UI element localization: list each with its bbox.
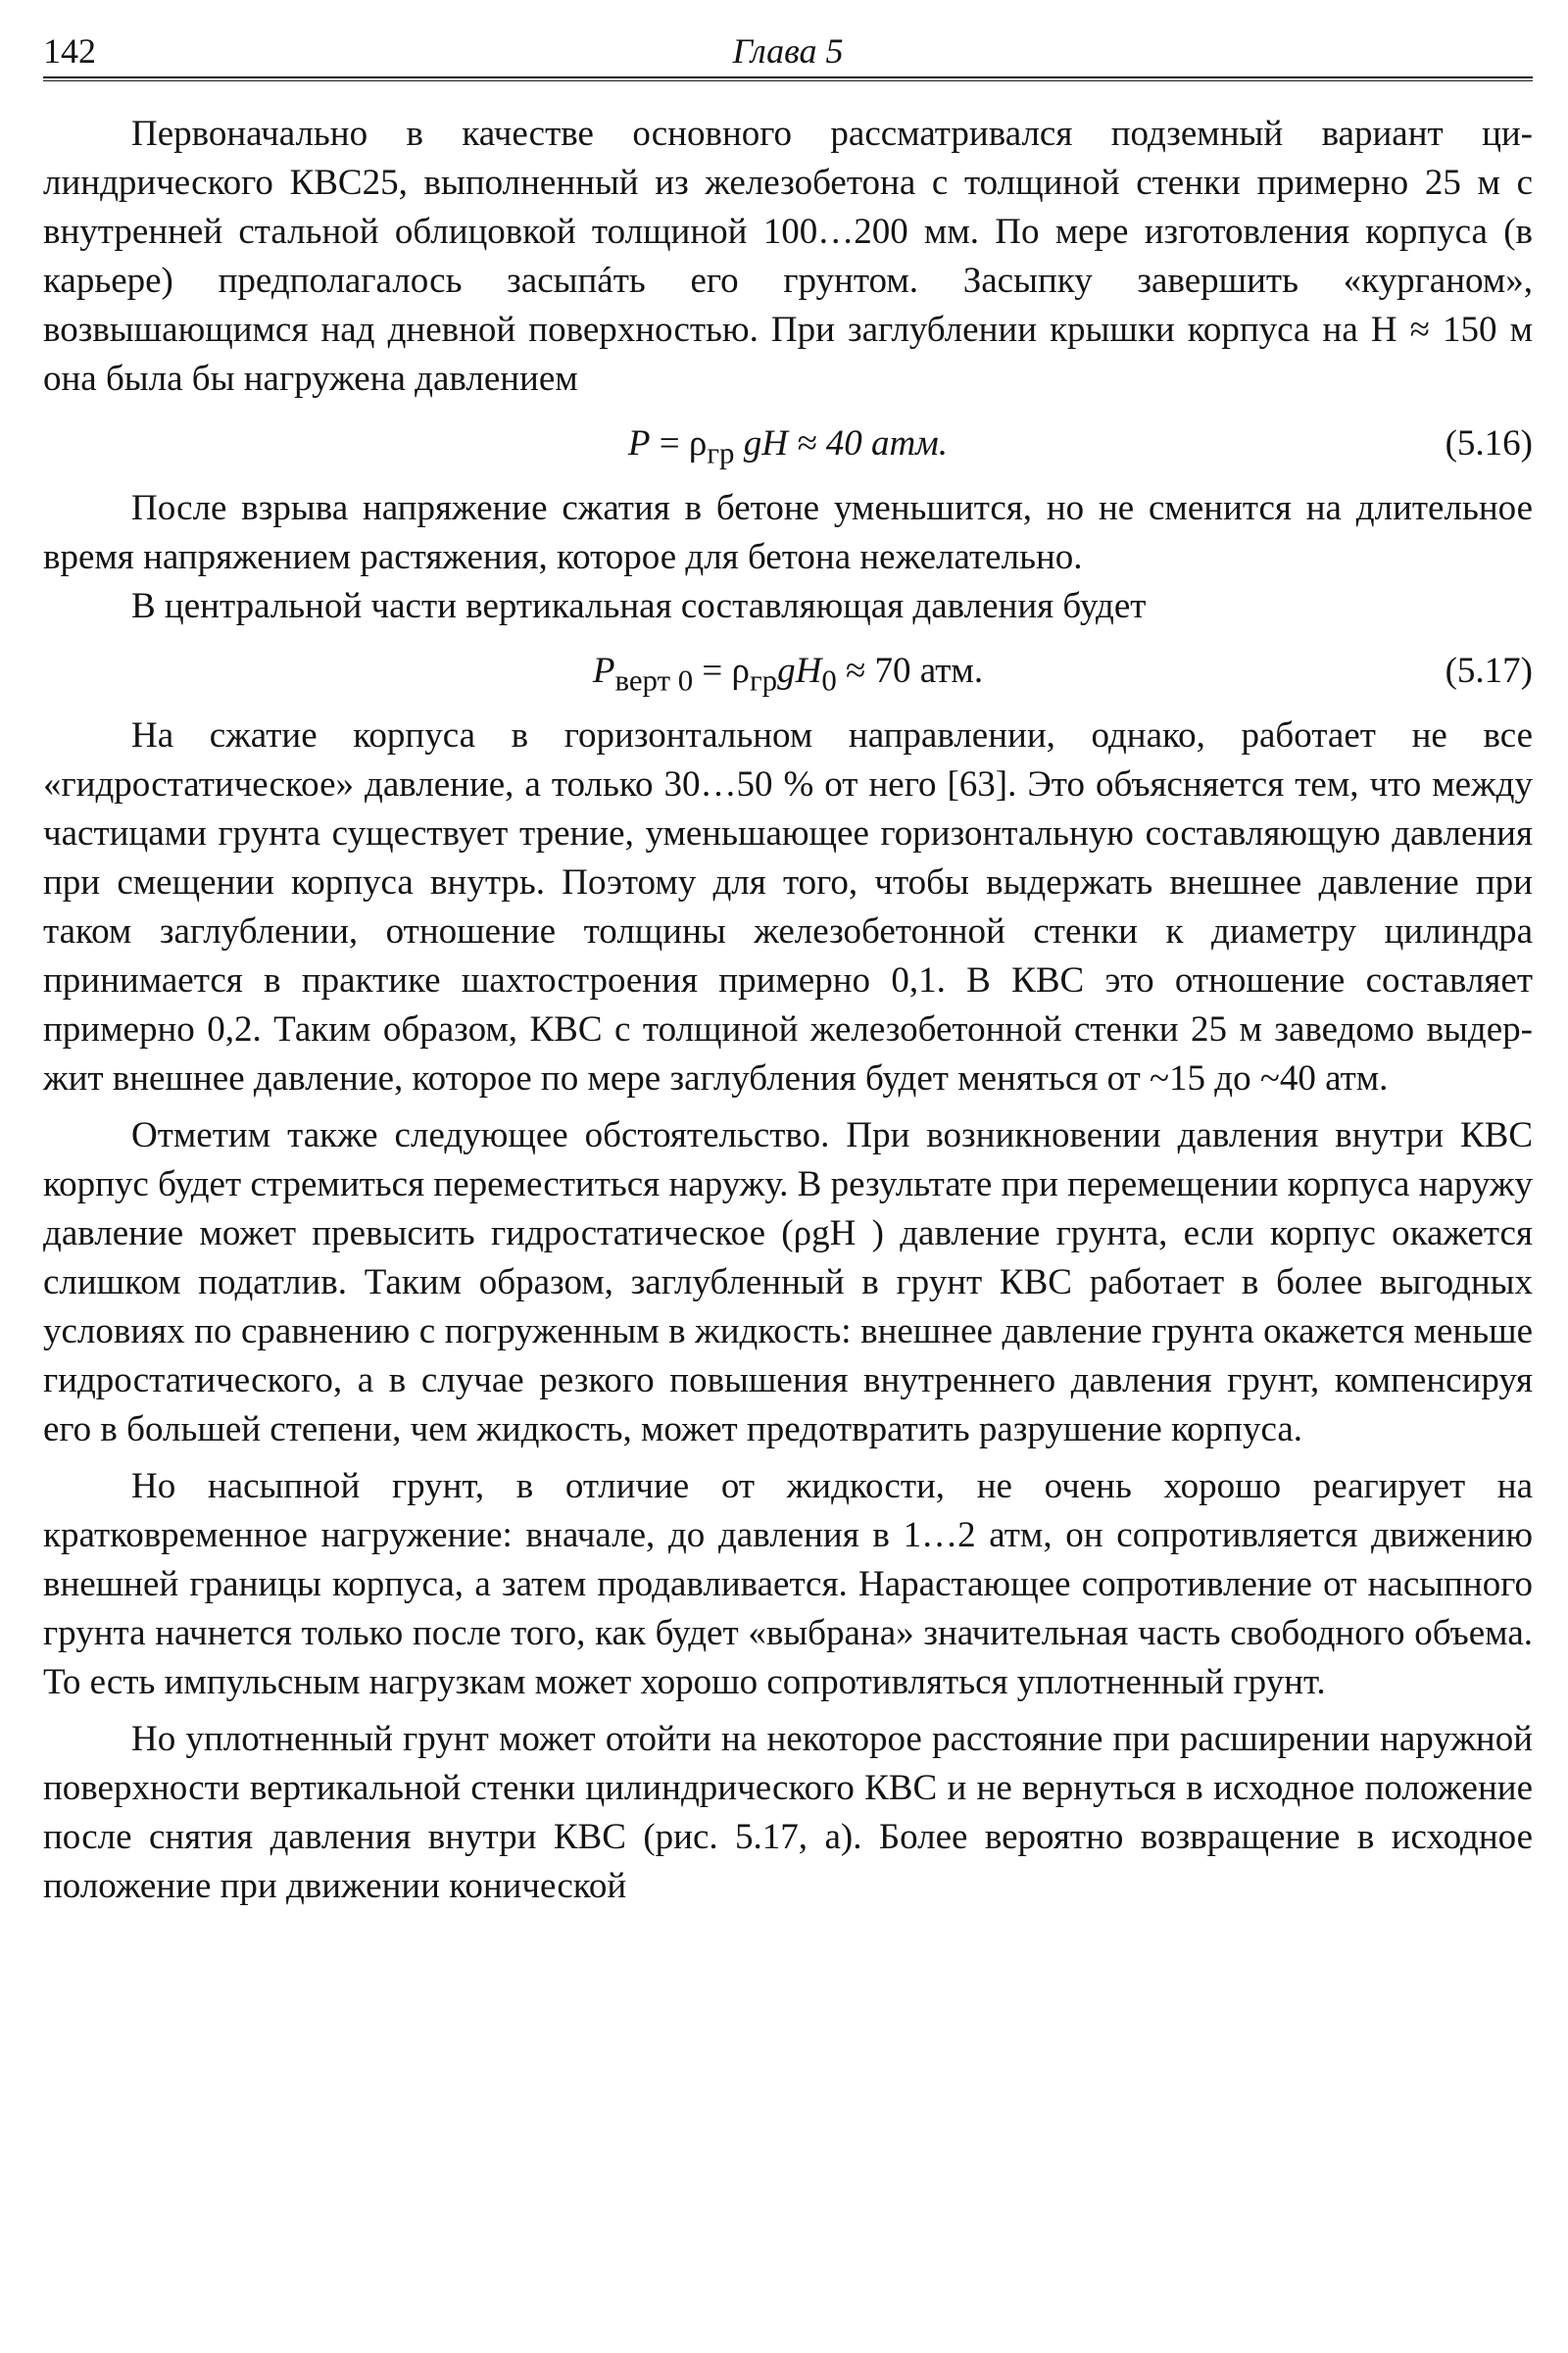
paragraph-gap xyxy=(43,1103,1533,1111)
page-header xyxy=(43,29,1533,80)
paragraph-gap xyxy=(43,1707,1533,1715)
paragraph-4: На сжатие корпуса в горизонтальном направлении, однако, работает не все «гидростатическое» давление, а только 30…50 % от него [63]. Это объясняется тем, что между частицами грунта существует трение, уменьшающее горизонтальную составляющую давления при смещении корпуса внутрь. Поэтому для того, чтобы выдержать внешнее давление при таком заглублении, отношение толщины железобетонной стенки к диаметру цилиндра принимается в практике шахтостроения примерно 0,1. В КВС это отношение составляет примерно 0,2. Таким образом, КВС с толщиной железобетонной стенки 25 м заведомо выдержит внешнее давление, которое по мере заглубления будет меняться от ~15 до ~40 атм. xyxy=(43,715,1533,1099)
paragraph-1: Первоначально в качестве основного рассматривался подземный вариант цилиндрического КВС25, выполненный из железобетона с толщиной стенки примерно 25 м с внутренней стальной облицовкой толщиной 100…200 мм. По мере изготовления корпуса (в карьере) предполагалось засыпáть его грунтом. Засыпку завершить «курганом», возвышающимся над дневной поверхностью. При заглублении крышки корпуса на H ≈ 150 м она была бы нагружена давлением xyxy=(43,114,1533,399)
paragraph-gap xyxy=(43,1454,1533,1462)
paragraph-6: Но насыпной грунт, в отличие от жидкости, не очень хорошо реагирует на кратковременное нагружение: вначале, до давления в 1…2 атм, он сопротивляется движению внешней границы корпуса, а затем продавливается. Нарастающее сопротивление от насыпного грунта начнется только после того, как будет «выбрана» значительная часть свободного объема. То есть импульсным нагрузкам может хорошо сопротивляться уплотненный грунт. xyxy=(43,1466,1533,1702)
equation-5-16-body: $P = \rho_{гр}$ gH ≈ 40 атм. xyxy=(627,423,949,470)
paragraph-3: В центральной части вертикальная составляющая давления будет xyxy=(131,586,1147,626)
paragraph-7: Но уплотненный грунт может отойти на некоторое расстояние при расширении наружной поверхности вертикальной стенки цилиндрического КВС и не вернуться в исходное положение после снятия давления внутри КВС (рис. 5.17, а). Более вероятно возвращение в исходное положение при движении конической xyxy=(43,1719,1533,1906)
paragraph-5: Отметим также следующее обстоятельство. При возникновении давления внутри КВС корпус будет стремиться переместиться наружу. В результате при перемещении корпуса наружу давление может превысить гидростатическое (ρgH ) давление грунта, если корпус окажется слишком податлив. Таким образом, заглубленный в грунт КВС работает в более выгодных условиях по сравнению с погруженным в жидкость: внешнее давление грунта окажется меньше гидростатического, а в случае резкого повышения внутреннего давления грунт, компенсируя его в большей степени, чем жидкость, может предотвратить разрушение корпуса. xyxy=(43,1115,1533,1449)
page-number: 142 xyxy=(43,31,96,71)
equation-number-5-16: (5.16) xyxy=(1445,423,1533,464)
equation-number-5-17: (5.17) xyxy=(1445,651,1533,691)
running-head: Глава 5 xyxy=(732,31,844,71)
equation-5-16 xyxy=(43,404,1533,484)
equation-5-17 xyxy=(43,631,1533,711)
header-rule xyxy=(43,76,1533,81)
paragraph-2: После взрыва напряжение сжатия в бетоне уменьшится, но не сменится на длительное время напряжением растяжения, которое для бетона нежелательно. xyxy=(43,488,1533,577)
body-text xyxy=(43,110,1533,1911)
equation-5-17-body: $P_{верт 0} = \rho_{гр}gH_0 \approx 70$ атм. xyxy=(592,651,984,698)
